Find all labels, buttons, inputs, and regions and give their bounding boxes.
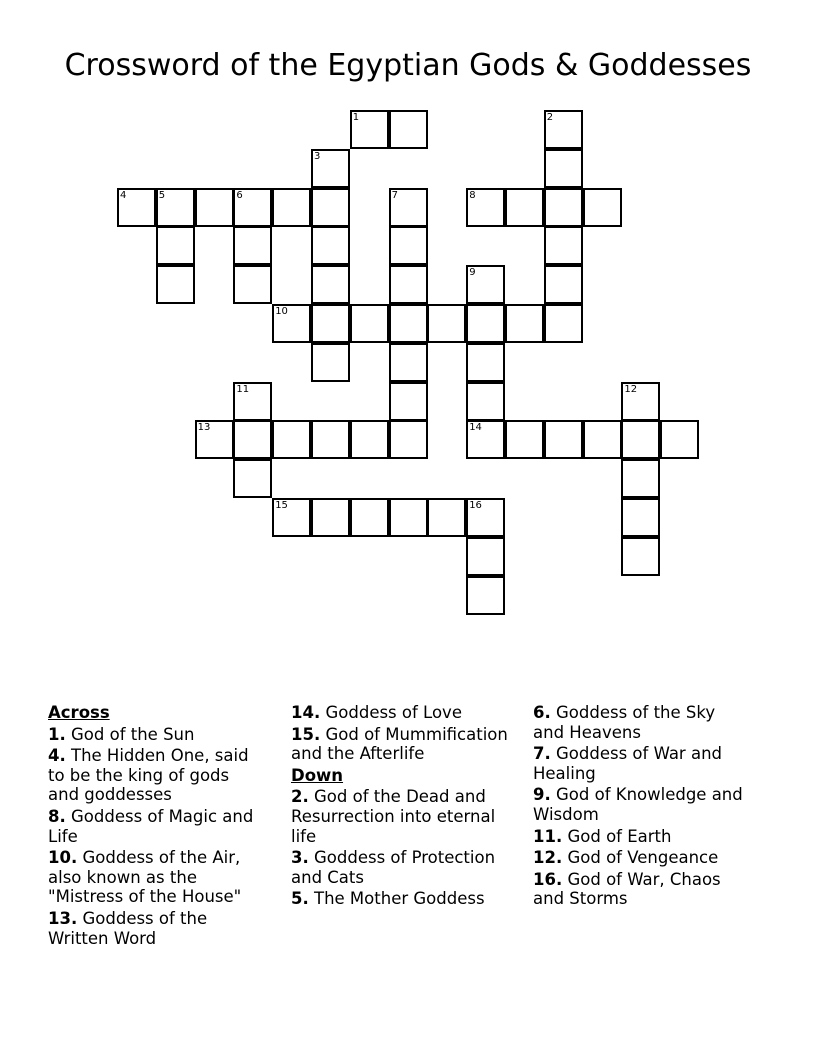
clue-item [291,848,519,887]
grid-cell[interactable] [156,226,195,265]
grid-cell[interactable] [389,343,428,382]
clue-item [291,703,519,723]
grid-cell[interactable] [660,420,699,459]
clue-text: God of Knowledge and Wisdom [533,785,743,824]
grid-cell[interactable] [544,226,583,265]
clue-item [291,787,519,846]
grid-cell[interactable] [583,188,622,227]
grid-cell[interactable] [389,226,428,265]
grid-cell[interactable] [272,420,311,459]
grid-cell[interactable] [389,265,428,304]
clue-item [48,807,263,846]
grid-cell[interactable] [311,498,350,537]
grid-cell[interactable] [505,420,544,459]
clue-item [533,785,748,824]
clue-number: 5 [158,189,166,201]
grid-cell[interactable] [466,537,505,576]
grid-cell[interactable] [272,188,311,227]
grid-cell[interactable] [505,188,544,227]
clue-number: 11 [236,383,250,395]
clue-number-label: 5. [291,889,309,909]
clues-column-2 [291,703,519,911]
grid-cell[interactable] [350,498,389,537]
clue-text: Goddess of War and Healing [533,744,723,783]
grid-cell[interactable] [272,304,311,343]
grid-cell[interactable] [156,188,195,227]
grid-cell[interactable] [466,498,505,537]
clue-number: 13 [197,422,211,434]
clue-text: The Hidden One, said to be the king of gods and goddesses [48,746,249,805]
clue-text: Goddess of Protection and Cats [291,848,496,887]
grid-cell[interactable] [466,382,505,421]
clue-number-label: 4. [48,746,66,766]
grid-cell[interactable] [544,265,583,304]
grid-cell[interactable] [233,420,272,459]
grid-cell[interactable] [156,265,195,304]
clue-item [291,889,519,909]
grid-cell[interactable] [427,498,466,537]
clue-number-label: 12. [533,848,563,868]
clue-number-label: 7. [533,744,551,764]
grid-cell[interactable] [544,420,583,459]
clue-number: 10 [275,306,288,317]
clue-number-label: 10. [48,848,78,868]
grid-cell[interactable] [350,420,389,459]
clue-number-label: 9. [533,785,551,805]
clue-text: God of the Sun [71,724,195,744]
clue-text: The Mother Goddess [314,889,485,909]
clue-number-label: 2. [291,787,309,807]
grid-cell[interactable] [466,420,505,459]
down-header: Down [291,765,344,785]
grid-cell[interactable] [544,304,583,343]
grid-cell[interactable] [311,420,350,459]
grid-cell[interactable] [544,188,583,227]
grid-cell[interactable] [621,498,660,537]
clue-text: Goddess of the Written Word [48,908,208,948]
clue-text: Goddess of the Sky and Heavens [533,703,716,742]
clue-number: 16 [469,500,482,511]
clues-column-3 [533,703,748,911]
clue-number: 15 [275,500,288,511]
page-title: Crossword of the Egyptian Gods & Goddesses [64,48,752,83]
clue-item [48,746,263,805]
clue-item [533,703,748,742]
grid-cell[interactable] [621,420,660,459]
grid-cell[interactable] [117,188,156,227]
grid-cell[interactable] [621,537,660,576]
grid-cell[interactable] [233,382,272,421]
clue-number: 3 [314,150,321,162]
clue-list-across [48,725,263,949]
clue-number-label: 15. [291,724,321,744]
grid-cell[interactable] [195,420,234,459]
grid-cell[interactable] [311,188,350,227]
clue-item [533,827,748,847]
grid-cell[interactable] [621,382,660,421]
clue-item [48,725,263,745]
grid-cell[interactable] [505,304,544,343]
grid-cell[interactable] [195,188,234,227]
grid-cell[interactable] [311,304,350,343]
grid-cell[interactable] [350,110,389,149]
grid-cell[interactable] [466,304,505,343]
grid-cell[interactable] [233,226,272,265]
grid-cell[interactable] [389,188,428,227]
grid-cell[interactable] [583,420,622,459]
grid-cell[interactable] [466,576,505,615]
grid-cell[interactable] [233,188,272,227]
clue-text: God of the Dead and Resurrection into eternal life [291,787,496,846]
grid-cell[interactable] [544,110,583,149]
clue-number: 14 [469,422,482,434]
clue-text: Goddess of the Air, also known as the "Mistress of the House" [48,848,242,907]
grid-cell[interactable] [544,149,583,188]
clue-number: 2 [546,112,554,123]
grid-cell[interactable] [621,459,660,498]
grid-cell[interactable] [389,110,428,149]
grid-cell[interactable] [389,304,428,343]
grid-cell[interactable] [427,304,466,343]
clue-number-label: 3. [291,848,309,868]
clues-column-1 [48,703,263,950]
grid-cell[interactable] [311,265,350,304]
clue-number: 8 [469,189,476,201]
clue-number-label: 14. [291,703,321,722]
grid-cell[interactable] [311,343,350,382]
clue-number-label: 16. [533,869,563,889]
clue-list-down [291,787,519,909]
clue-number-label: 11. [533,826,563,846]
grid-cell[interactable] [389,498,428,537]
clue-text: Goddess of Magic and Life [48,806,254,846]
across-header: Across [48,703,110,722]
clue-number: 7 [391,189,398,201]
clue-list-across-continued [291,703,519,764]
clue-text: God of War, Chaos and Storms [533,869,721,909]
grid-cell[interactable] [311,149,350,188]
clue-item [48,909,263,948]
clue-number-label: 13. [48,908,78,928]
grid-cell[interactable] [389,420,428,459]
grid-cell[interactable] [466,343,505,382]
clue-number: 4 [120,189,127,201]
clue-item [48,848,263,907]
clue-number-label: 8. [48,806,66,826]
clue-list-down-continued [533,703,748,909]
clue-text: Goddess of Love [325,703,462,722]
grid-cell[interactable] [233,265,272,304]
grid-cell[interactable] [233,459,272,498]
clue-item [291,725,519,764]
clue-text: God of Earth [567,826,672,846]
clue-item [533,744,748,783]
grid-cell[interactable] [272,498,311,537]
grid-cell[interactable] [311,226,350,265]
clue-item [533,848,748,868]
clue-number: 9 [469,267,476,279]
grid-cell[interactable] [389,382,428,421]
clue-text: God of Mummification and the Afterlife [291,724,508,764]
clue-number: 1 [352,112,360,123]
clue-number-label: 1. [48,724,66,744]
grid-cell[interactable] [466,265,505,304]
grid-cell[interactable] [350,304,389,343]
clue-number: 12 [624,383,638,395]
clue-text: God of Vengeance [567,848,719,868]
grid-cell[interactable] [466,188,505,227]
clue-number-label: 6. [533,703,551,722]
clue-number: 6 [236,189,243,201]
clue-item [533,870,748,909]
